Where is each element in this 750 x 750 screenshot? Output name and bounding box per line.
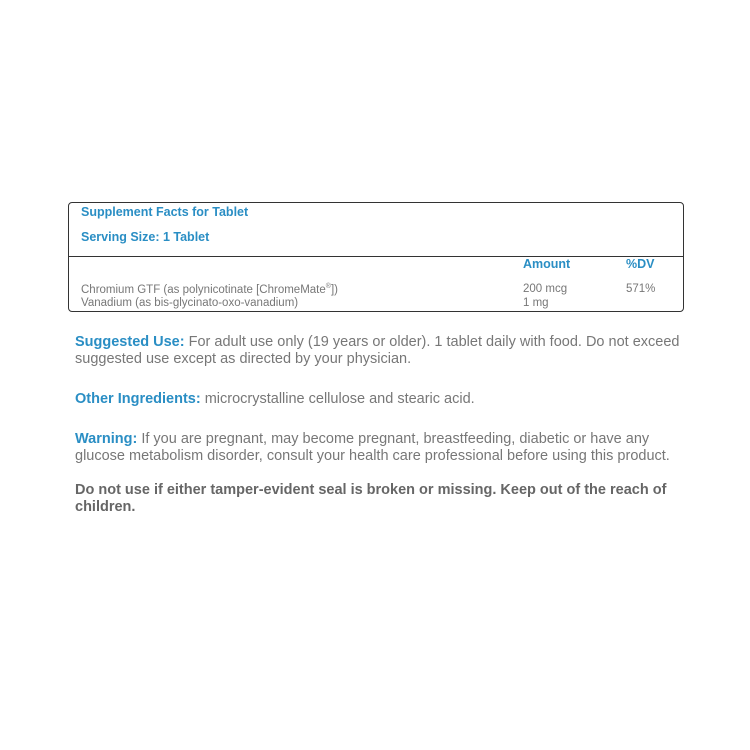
- other-ingredients-text: microcrystalline cellulose and stearic acid.: [200, 391, 475, 407]
- facts-row: [69, 297, 683, 311]
- ingredient-amount: 1 mg: [523, 297, 549, 309]
- warning-text: If you are pregnant, may become pregnant, breastfeeding, diabetic or have any glucose metabolism disorder, consult your health care professional before using this product.: [75, 431, 670, 464]
- amount-column-header: Amount: [523, 257, 571, 271]
- ingredient-dv: 571%: [626, 283, 656, 295]
- other-ingredients-label: Other Ingredients:: [75, 391, 201, 407]
- ingredient-name: Chromium GTF (as polynicotinate [ChromeMate®]): [81, 283, 338, 296]
- dv-column-header: %DV: [626, 257, 655, 271]
- serving-size: Serving Size: 1 Tablet: [81, 230, 210, 244]
- facts-title: Supplement Facts for Tablet: [81, 205, 249, 219]
- divider: [69, 256, 683, 257]
- suggested-use-label: Suggested Use:: [75, 334, 185, 350]
- warning-bold-text: Do not use if either tamper-evident seal is broken or missing. Keep out of the reach of children.: [75, 482, 667, 515]
- registered-mark: ®: [325, 283, 331, 290]
- warning-label: Warning:: [75, 431, 138, 447]
- suggested-use: [75, 334, 685, 368]
- ingredient-amount: 200 mcg: [523, 283, 568, 295]
- ingredient-name: Vanadium (as bis-glycinato-oxo-vanadium): [81, 297, 299, 309]
- supplement-facts-panel: [68, 202, 684, 312]
- other-ingredients: [75, 391, 685, 408]
- facts-row: [69, 283, 683, 297]
- warning: [75, 431, 685, 465]
- suggested-use-text: For adult use only (19 years or older). 1 tablet daily with food. Do not exceed suggested use except as directed by your physician.: [75, 334, 680, 367]
